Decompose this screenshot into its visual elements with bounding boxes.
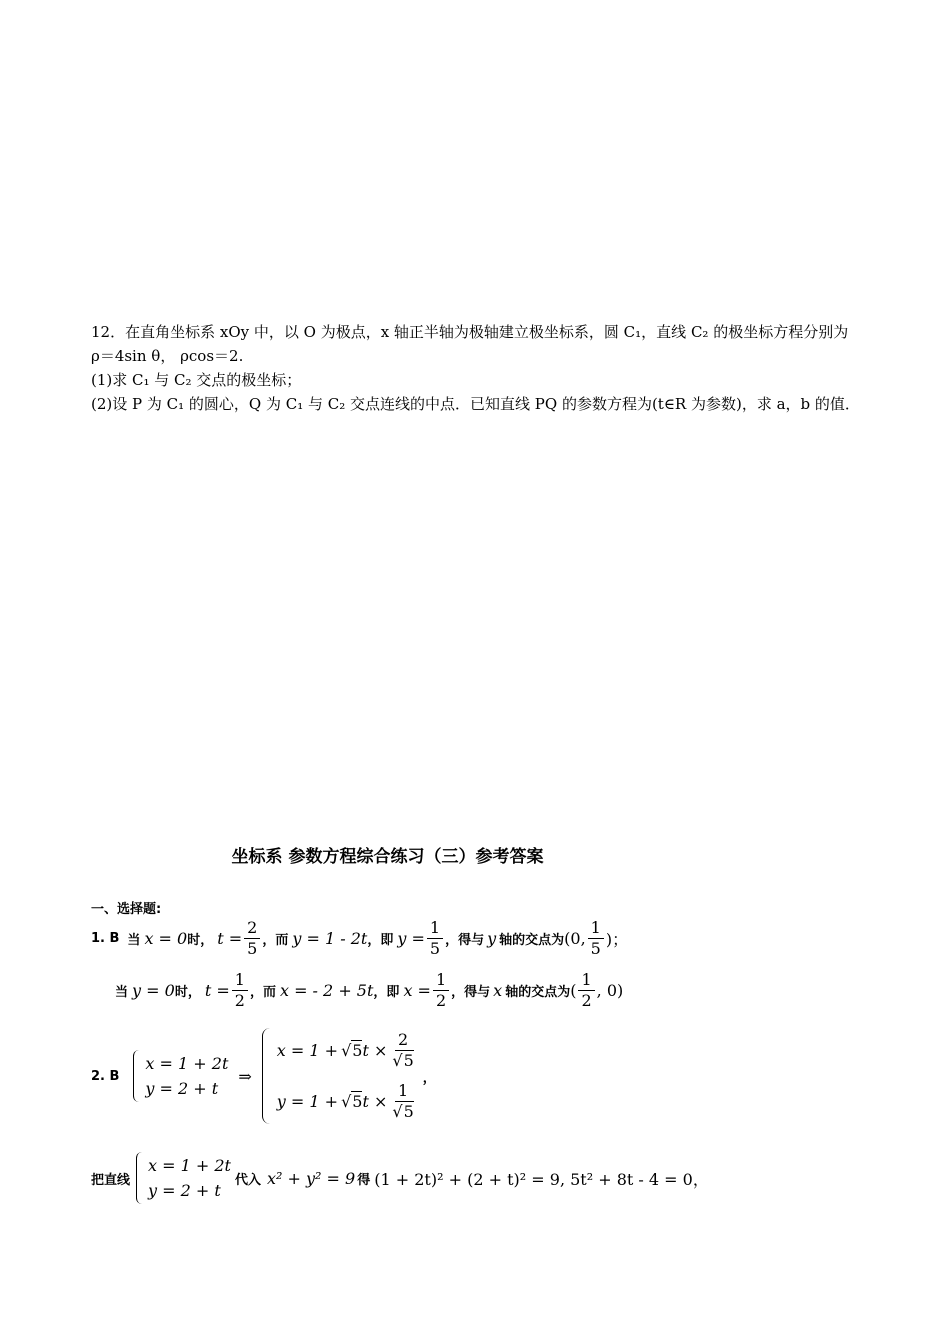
math: t = [204,981,230,1000]
problem-line-2: ρ＝4sin θ， ρcos＝2. [91,347,244,365]
text: 时， [174,985,201,1000]
math: t × [362,1092,388,1111]
math: y [487,929,497,948]
text: ，得与 [445,933,485,948]
answers-title: 坐标系 参数方程综合练习（三）参考答案 [231,847,544,867]
math: y = 2 + t [148,1181,221,1200]
text: 当 [127,933,141,948]
fraction: $\frac{1}{5}$ [588,918,604,959]
math: y = 0 [132,981,175,1000]
math: x [493,981,503,1000]
math: y = 1 - 2t [292,929,368,948]
math: x = 1 + 2t [145,1054,229,1073]
answer-2 [91,1028,436,1124]
math: ( [570,981,577,1000]
fraction: $\frac{1}{2}$ [578,970,594,1011]
math: x = 1 + 2t [148,1156,231,1175]
text: ，而 [249,985,276,1000]
problem-line-1: 12．在直角坐标系 xOy 中，以 O 为极点，x 轴正半轴为极轴建立极坐标系，圆 C₁，直线 C₂ 的极坐标方程分别为 [91,323,849,341]
text: ，即 [367,933,394,948]
text: 当 [115,985,129,1000]
text: 轴的交点为 [505,985,571,1000]
equation-system [136,1152,231,1204]
problem-12 [91,320,891,416]
math: y = [397,929,425,948]
math: x = - 2 + 5t [279,981,374,1000]
math: )； [605,930,629,949]
text: 轴的交点为 [499,933,565,948]
answer-2-substitution [91,1152,709,1204]
math: (0, [564,929,586,948]
fraction: $\frac{1}{2}$ [232,970,248,1011]
section-heading: 一、选择题: [91,902,162,917]
problem-line-3: (1)求 C₁ 与 C₂ 交点的极坐标； [91,371,302,389]
text: ，而 [262,933,289,948]
math: (1 + 2t)² + (2 + t)² = 9, 5t² + 8t - 4 = 0， [374,1169,709,1189]
text: ，得与 [451,985,491,1000]
math: x = 1 + [276,1041,339,1060]
equation-system [133,1050,228,1102]
answer-2-number: 2. B [91,1068,120,1084]
math: x² + y² = 9 [267,1168,356,1188]
math: t × [362,1041,388,1060]
text: ， [422,1070,436,1086]
problem-line-4: (2)设 P 为 C₁ 的圆心，Q 为 C₁ 与 C₂ 交点连线的中点．已知直线 PQ 的参数方程为(t∈R 为参数)，求 a，b 的值． [91,395,860,413]
equation-system-result: x = 1 + √5 t × $\frac{2}{√5}$ y = 1 + √5 t × $\frac{1}{√5}$ [262,1028,419,1124]
math: t = [217,929,243,948]
answer-1-line-b [115,970,623,1011]
answer-1-line-a [91,918,628,959]
fraction: $\frac{2}{√5}$ [392,1030,414,1070]
text: 把直线 [91,1172,131,1188]
fraction: $\frac{1}{√5}$ [392,1081,414,1121]
math: x = 0 [144,929,188,948]
math: y = 2 + t [145,1079,219,1098]
fraction: $\frac{2}{5}$ [244,918,260,959]
text: 时， [187,933,214,948]
math: x = [403,981,431,1000]
math: , 0) [596,981,624,1000]
text: 代入 [234,1172,261,1188]
implies-arrow: ⇒ [238,1066,252,1086]
text: ，即 [373,985,400,1000]
text: 得 [357,1172,371,1188]
answer-1-number: 1. B [91,931,120,946]
math: y = 1 + [276,1092,339,1111]
fraction: $\frac{1}{2}$ [433,970,449,1011]
fraction: $\frac{1}{5}$ [427,918,443,959]
